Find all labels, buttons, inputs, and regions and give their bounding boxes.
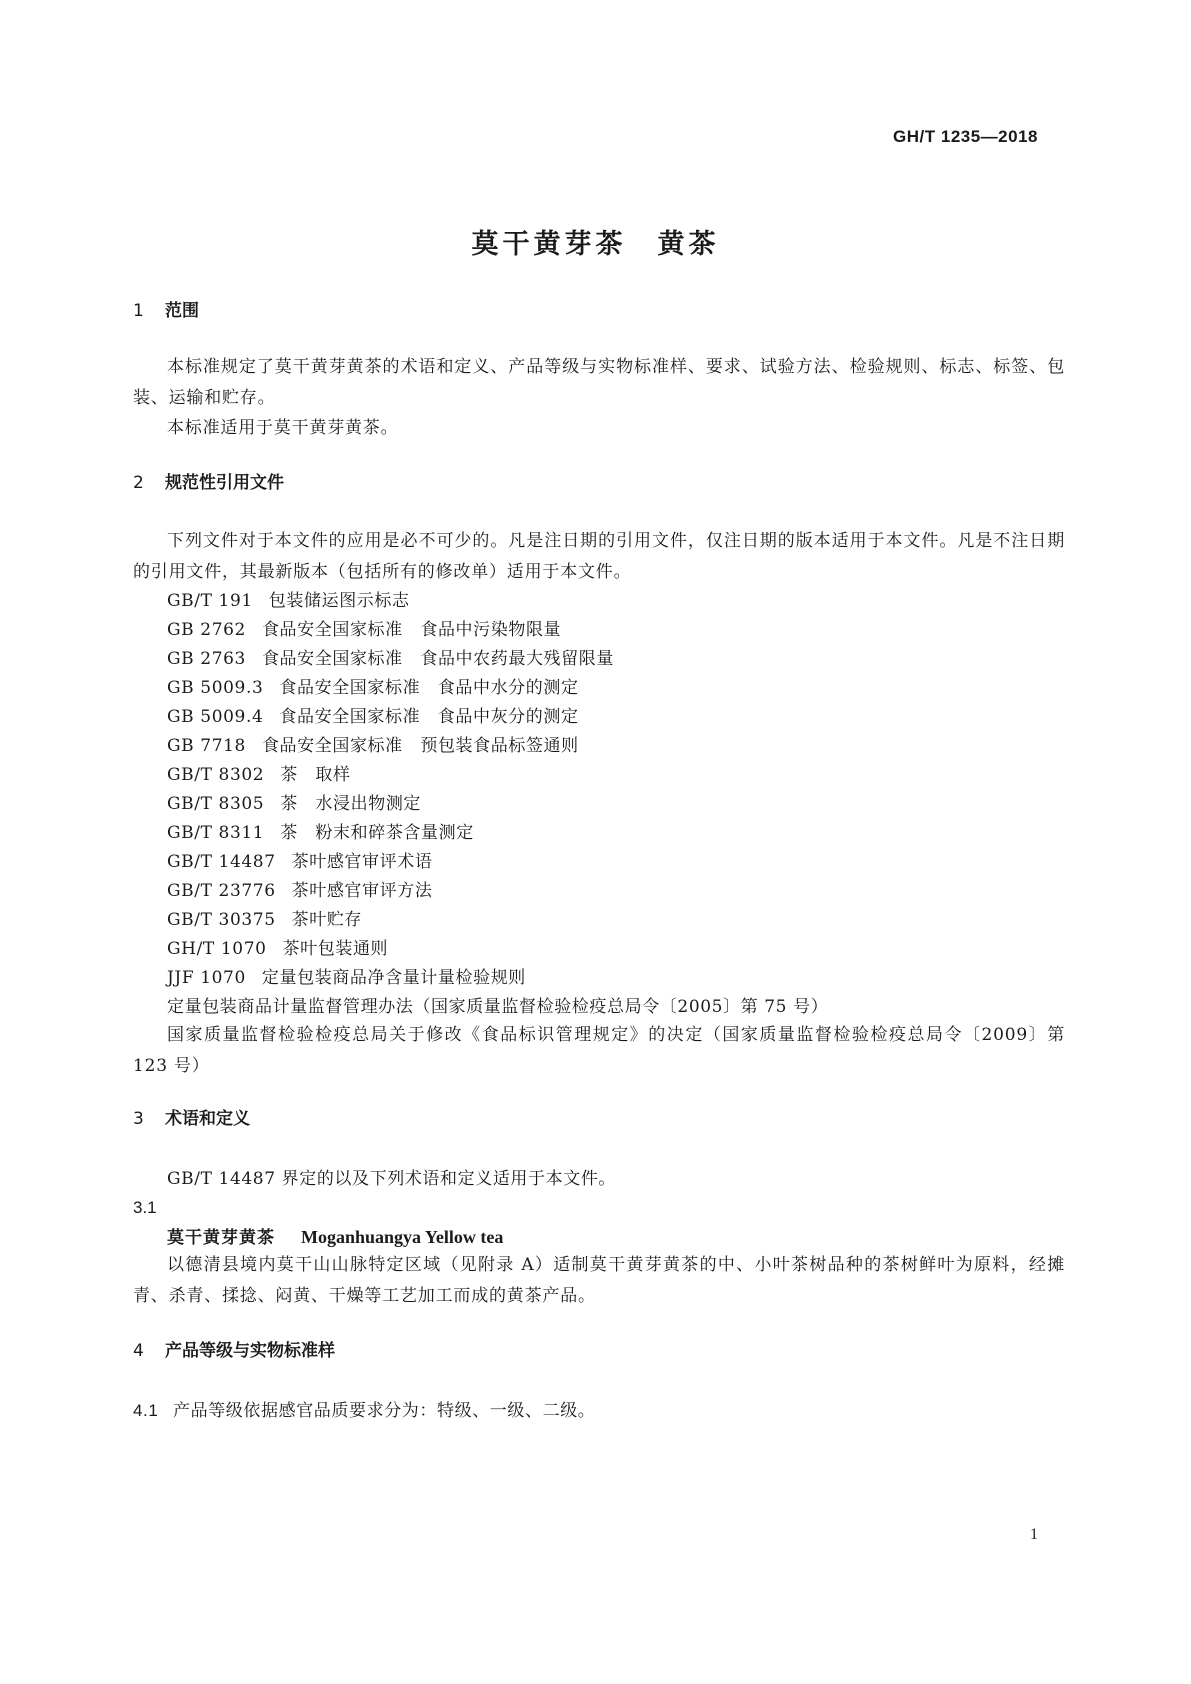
section-2-heading bbox=[133, 472, 284, 494]
term-number: 3.1 bbox=[133, 1198, 157, 1217]
section-number: 3 bbox=[133, 1109, 144, 1129]
section-title: 产品等级与实物标准样 bbox=[165, 1341, 335, 1361]
clause-4-1 bbox=[133, 1400, 595, 1422]
reference-title: 茶 粉末和碎茶含量测定 bbox=[280, 823, 474, 843]
term-entry bbox=[167, 1226, 503, 1249]
standard-code: GH/T 1235—2018 bbox=[893, 127, 1038, 146]
reference-title: 茶叶感官审评术语 bbox=[291, 852, 433, 872]
reference-title: 食品安全国家标准 预包装食品标签通则 bbox=[261, 736, 579, 756]
reference-item bbox=[167, 619, 561, 641]
reference-item bbox=[167, 822, 474, 844]
reference-item bbox=[167, 793, 421, 815]
reference-item bbox=[167, 590, 410, 612]
reference-item bbox=[167, 648, 614, 670]
section-number: 2 bbox=[133, 473, 144, 493]
reference-title: 定量包装商品净含量计量检验规则 bbox=[261, 968, 526, 988]
reference-code: GB/T 23776 bbox=[167, 881, 276, 901]
section-title: 范围 bbox=[165, 301, 199, 321]
scope-paragraph-1: 本标准规定了莫干黄芽黄茶的术语和定义、产品等级与实物标准样、要求、试验方法、检验规则、标志、标签、包装、运输和贮存。 bbox=[133, 357, 1065, 408]
section-4-heading bbox=[133, 1340, 335, 1362]
reference-item bbox=[167, 880, 432, 902]
reference-code: GB 5009.3 bbox=[167, 678, 264, 698]
reference-title: 茶 水浸出物测定 bbox=[280, 794, 422, 814]
normative-references-intro: 下列文件对于本文件的应用是必不可少的。凡是注日期的引用文件，仅注日期的版本适用于本文件。凡是不注日期的引用文件，其最新版本（包括所有的修改单）适用于本文件。 bbox=[133, 531, 1065, 582]
reference-title: 茶叶包装通则 bbox=[282, 939, 389, 959]
reference-item bbox=[167, 851, 432, 873]
section-1-heading bbox=[133, 300, 199, 322]
term-chinese: 莫干黄芽黄茶 bbox=[167, 1228, 275, 1248]
reference-title: 食品安全国家标准 食品中污染物限量 bbox=[261, 620, 562, 640]
section-number: 1 bbox=[133, 301, 144, 321]
reference-code: JJF 1070 bbox=[167, 968, 246, 988]
section-3-heading bbox=[133, 1108, 250, 1130]
reference-title: 食品安全国家标准 食品中灰分的测定 bbox=[279, 707, 579, 727]
reference-code: GB/T 30375 bbox=[167, 910, 276, 930]
section-title: 规范性引用文件 bbox=[165, 473, 284, 493]
reference-code: GB/T 8302 bbox=[167, 765, 265, 785]
reference-code: GB 7718 bbox=[167, 736, 246, 756]
reference-item bbox=[167, 938, 388, 960]
reference-title: 茶 取样 bbox=[280, 765, 351, 785]
reference-title: 包装储运图示标志 bbox=[268, 591, 410, 611]
reference-title: 茶叶感官审评方法 bbox=[291, 881, 433, 901]
reference-item bbox=[167, 677, 579, 699]
reference-code: GB 2762 bbox=[167, 620, 246, 640]
reference-title: 食品安全国家标准 食品中农药最大残留限量 bbox=[261, 649, 614, 669]
reference-item bbox=[167, 967, 526, 989]
reference-item bbox=[167, 706, 579, 728]
section-number: 4 bbox=[133, 1341, 144, 1361]
document-title: 莫干黄芽茶 黄茶 bbox=[471, 229, 720, 260]
section-title: 术语和定义 bbox=[165, 1109, 250, 1129]
reference-code: GH/T 1070 bbox=[167, 939, 267, 959]
reference-item bbox=[167, 764, 351, 786]
reference-title: 食品安全国家标准 食品中水分的测定 bbox=[279, 678, 579, 698]
page-number: 1 bbox=[1030, 1526, 1038, 1543]
reference-item bbox=[167, 909, 362, 931]
clause-number: 4.1 bbox=[133, 1401, 159, 1420]
term-definition: 以德清县境内莫干山山脉特定区域（见附录 A）适制莫干黄芽黄茶的中、小叶茶树品种的茶树鲜叶为原料，经摊青、杀青、揉捻、闷黄、干燥等工艺加工而成的黄茶产品。 bbox=[133, 1255, 1065, 1306]
reference-code: GB/T 8311 bbox=[167, 823, 265, 843]
reference-decree-2009: 国家质量监督检验检疫总局关于修改《食品标识管理规定》的决定（国家质量监督检验检疫总局令〔2009〕第 123 号） bbox=[133, 1025, 1065, 1076]
term-english: Moganhuangya Yellow tea bbox=[301, 1227, 504, 1247]
reference-item bbox=[167, 735, 579, 757]
scope-paragraph-2: 本标准适用于莫干黄芽黄茶。 bbox=[167, 418, 399, 438]
reference-title: 茶叶贮存 bbox=[291, 910, 363, 930]
reference-decree-2005: 定量包装商品计量监督管理办法（国家质量监督检验检疫总局令〔2005〕第 75 号） bbox=[167, 997, 829, 1017]
reference-code: GB/T 191 bbox=[167, 591, 253, 611]
clause-text: 产品等级依据感官品质要求分为：特级、一级、二级。 bbox=[173, 1401, 596, 1421]
reference-code: GB/T 14487 bbox=[167, 852, 276, 872]
reference-code: GB 2763 bbox=[167, 649, 246, 669]
terms-intro: GB/T 14487 界定的以及下列术语和定义适用于本文件。 bbox=[167, 1169, 617, 1189]
reference-code: GB 5009.4 bbox=[167, 707, 264, 727]
reference-code: GB/T 8305 bbox=[167, 794, 265, 814]
